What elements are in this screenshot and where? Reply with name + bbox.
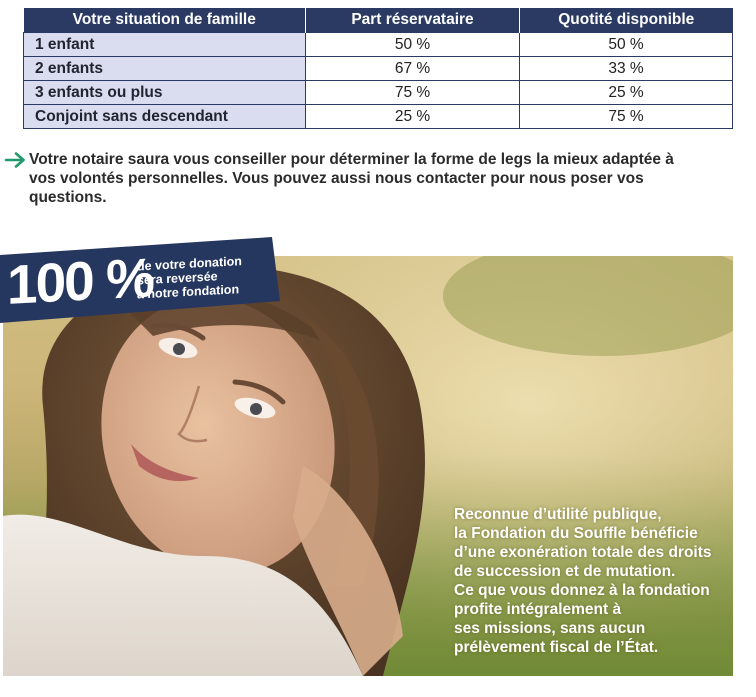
table-row xyxy=(24,33,733,57)
cell-situation: 2 enfants xyxy=(24,57,306,81)
header-situation: Votre situation de famille xyxy=(24,8,306,33)
table-row xyxy=(24,105,733,129)
table-row xyxy=(24,81,733,105)
cell-part: 75 % xyxy=(306,81,520,105)
cell-quotite: 75 % xyxy=(520,105,733,129)
cell-quotite: 50 % xyxy=(520,33,733,57)
header-quotite-disponible: Quotité disponible xyxy=(520,8,733,33)
notary-advice-text: Votre notaire saura vous conseiller pour déterminer la forme de legs la mieux adaptée à vos volontés personnelles. Vous pouvez aussi nous contacter pour nous poser vos questions. xyxy=(29,151,674,206)
cell-quotite: 25 % xyxy=(520,81,733,105)
legs-distribution-table xyxy=(23,8,733,129)
banner-percent: 100 % xyxy=(7,246,153,316)
cell-part: 25 % xyxy=(306,105,520,129)
banner-text: de votre donation sera reversée à notre fondation xyxy=(137,254,242,302)
cell-situation: Conjoint sans descendant xyxy=(24,105,306,129)
cell-part: 67 % xyxy=(306,57,520,81)
arrow-right-icon xyxy=(4,151,28,169)
notary-advice xyxy=(4,150,704,207)
table-row xyxy=(24,57,733,81)
cell-part: 50 % xyxy=(306,33,520,57)
table-header-row xyxy=(24,8,733,33)
donation-banner xyxy=(0,237,280,323)
cell-quotite: 33 % xyxy=(520,57,733,81)
cell-situation: 3 enfants ou plus xyxy=(24,81,306,105)
header-part-reservataire: Part réservataire xyxy=(306,8,520,33)
cell-situation: 1 enfant xyxy=(24,33,306,57)
photo-caption: Reconnue d’utilité publique, la Fondation du Souffle bénéficie d’une exonération totale des droits de succession et de mutation. Ce que vous donnez à la fondation profite intégralement à ses missions, sans aucun prélèvement fiscal de l’État. xyxy=(454,506,712,656)
